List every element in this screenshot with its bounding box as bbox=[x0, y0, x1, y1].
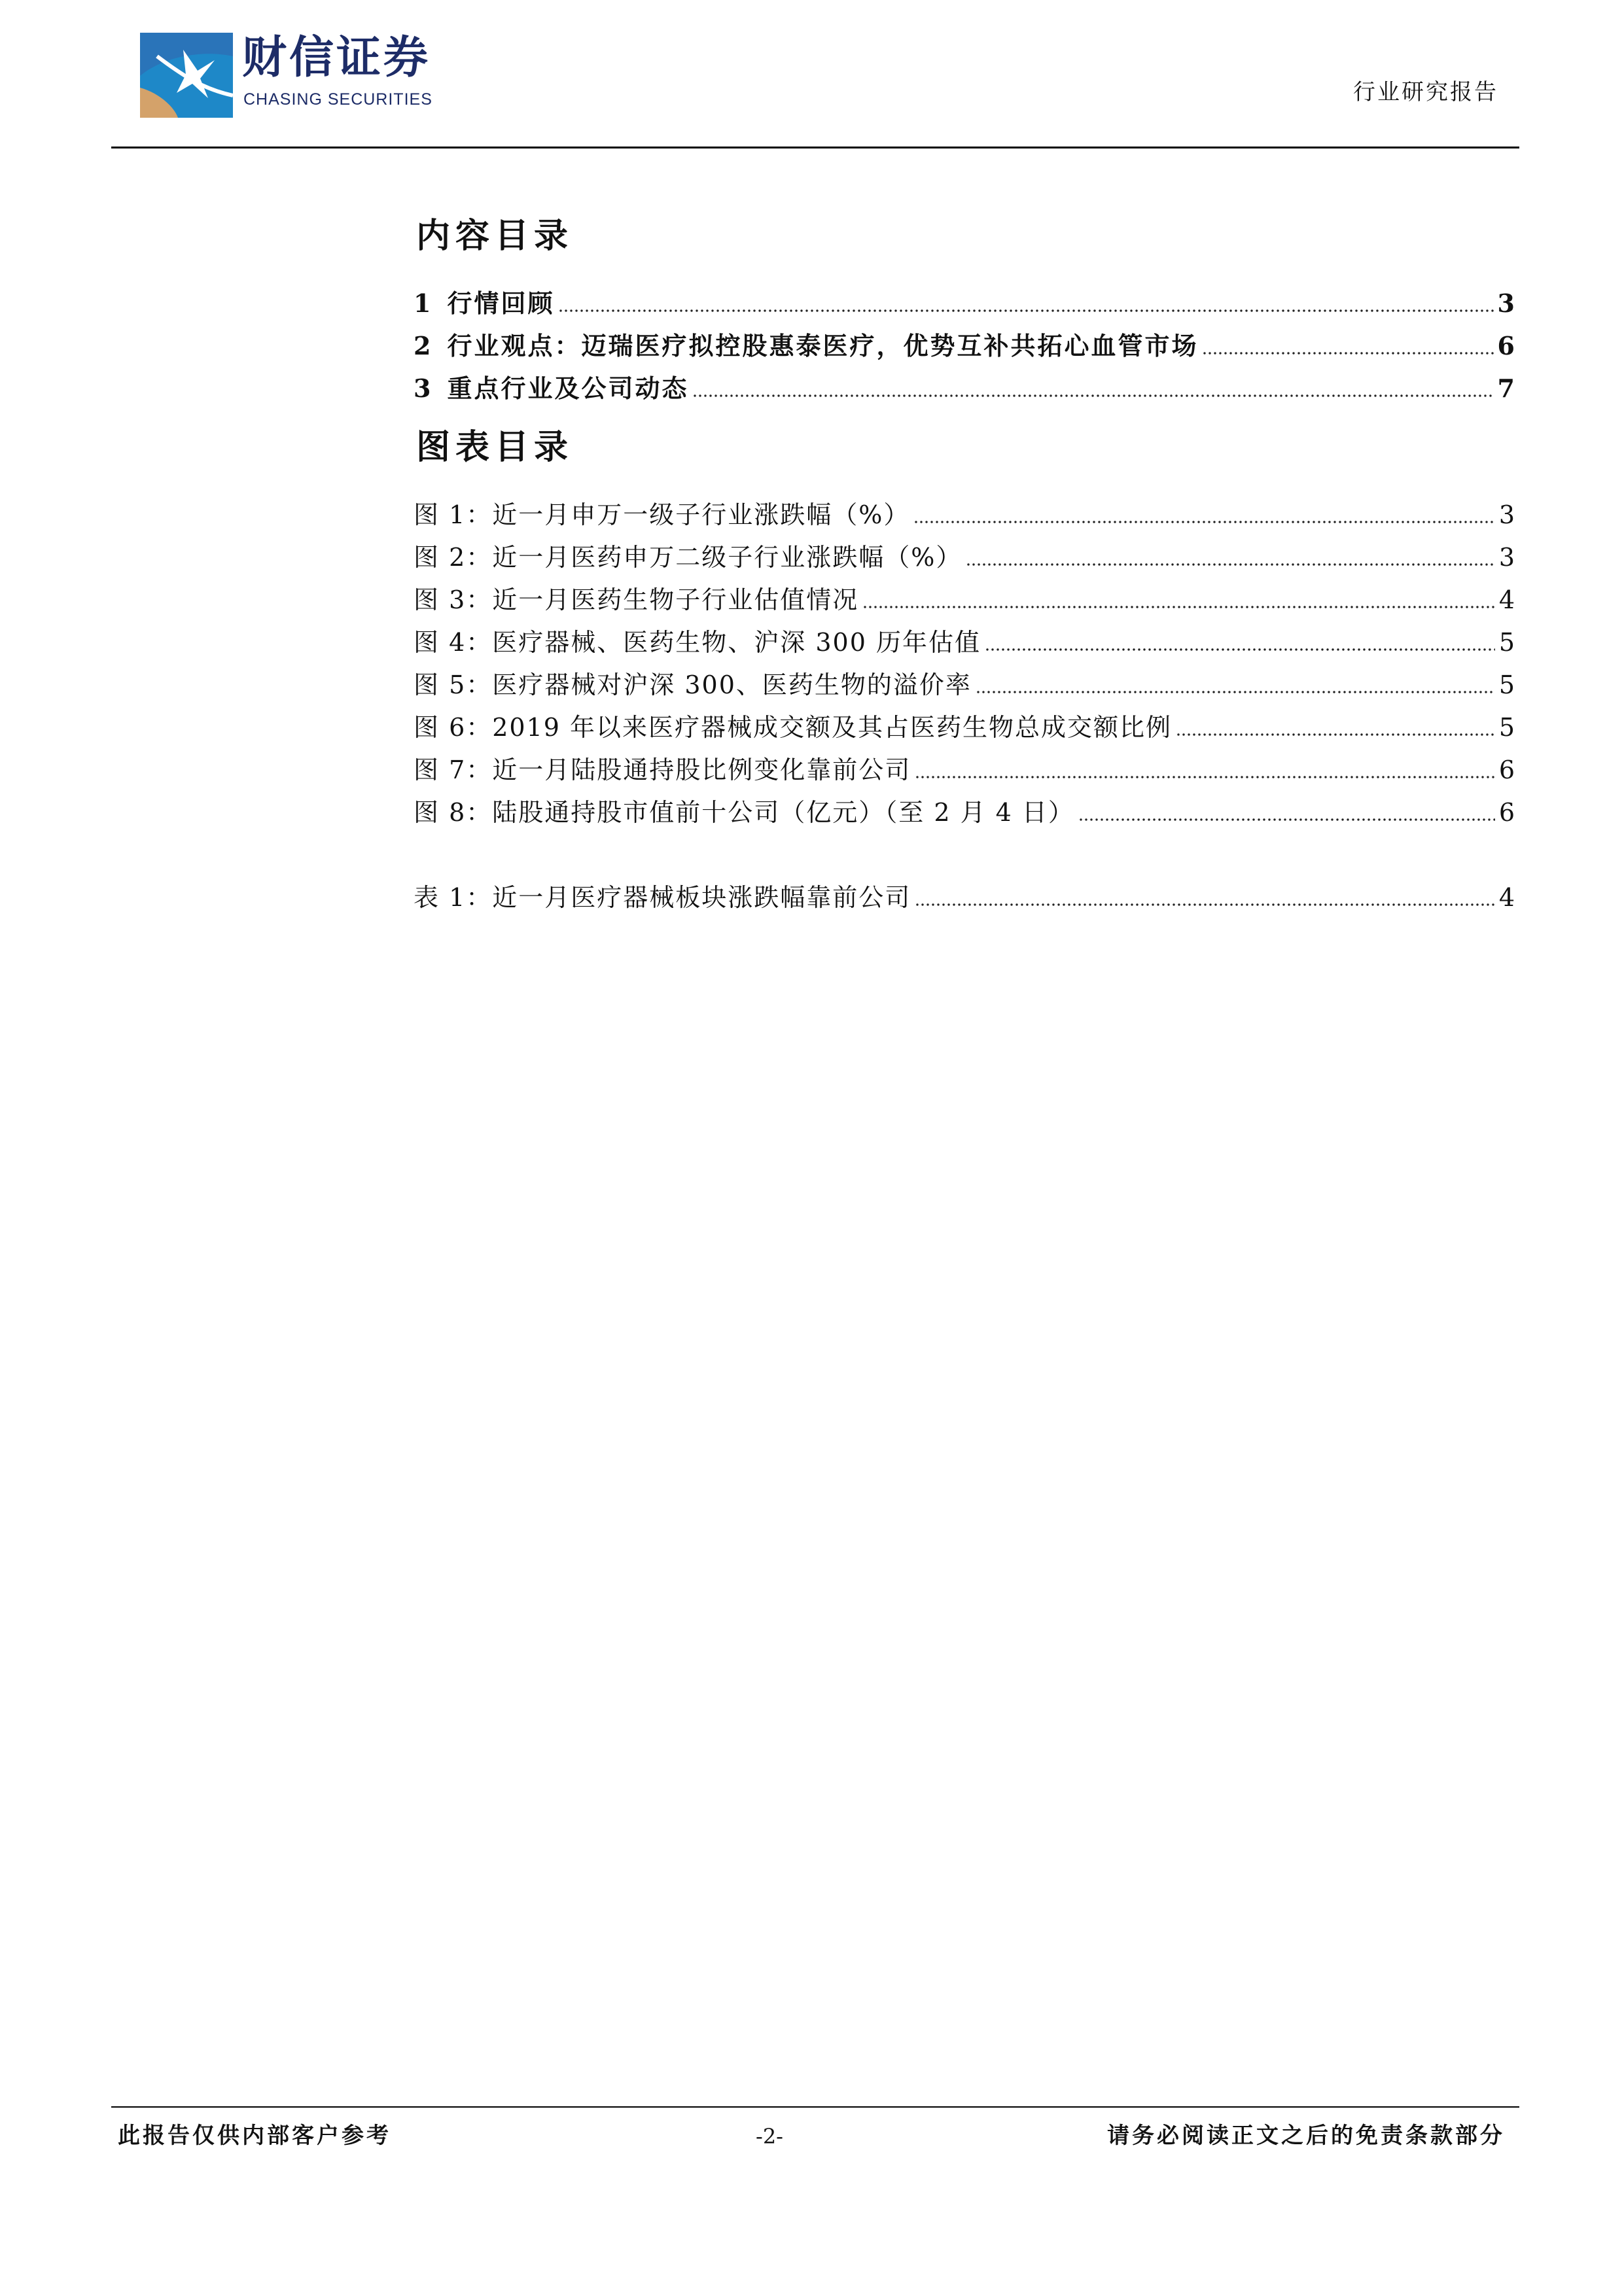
toc-title: 内容目录 bbox=[416, 216, 574, 256]
figure-item[interactable] bbox=[414, 715, 1515, 740]
table-item[interactable] bbox=[414, 885, 1515, 910]
toc-item-page: 3 bbox=[1497, 288, 1515, 318]
brand-name-en: CHASING SECURITIES bbox=[243, 90, 432, 109]
figure-item[interactable] bbox=[414, 757, 1515, 782]
figure-item-label: 图 3：近一月医药生物子行业估值情况 bbox=[414, 585, 859, 614]
figure-item-label: 图 7：近一月陆股通持股比例变化靠前公司 bbox=[414, 756, 911, 784]
figure-item-label: 图 2：近一月医药申万二级子行业涨跌幅（%） bbox=[414, 543, 962, 572]
toc-item-number: 1 bbox=[414, 288, 433, 318]
leader-dots bbox=[1078, 818, 1495, 821]
figure-item-label: 图 5：医疗器械对沪深 300、医药生物的溢价率 bbox=[414, 670, 972, 699]
leader-dots bbox=[1202, 352, 1493, 355]
header-divider bbox=[111, 147, 1519, 148]
leader-dots bbox=[985, 648, 1495, 651]
leader-dots bbox=[966, 563, 1494, 566]
page-number: -2- bbox=[756, 2124, 783, 2149]
figure-item-page: 5 bbox=[1498, 628, 1515, 657]
leader-dots bbox=[915, 903, 1495, 906]
figure-item-label: 图 6：2019 年以来医疗器械成交额及其占医药生物总成交额比例 bbox=[414, 713, 1173, 742]
toc-item-page: 6 bbox=[1497, 331, 1515, 360]
toc-item-number: 2 bbox=[414, 331, 433, 360]
figure-item-page: 5 bbox=[1498, 713, 1515, 742]
figure-item-page: 3 bbox=[1498, 500, 1515, 529]
figure-item[interactable] bbox=[414, 800, 1515, 825]
figure-item[interactable] bbox=[414, 545, 1515, 570]
footer-divider bbox=[111, 2106, 1519, 2108]
figure-item[interactable] bbox=[414, 672, 1515, 697]
leader-dots bbox=[976, 691, 1495, 693]
figure-item-label: 图 8：陆股通持股市值前十公司（亿元）（至 2 月 4 日） bbox=[414, 798, 1074, 827]
toc-item-number: 3 bbox=[414, 374, 433, 403]
figure-item-page: 5 bbox=[1498, 670, 1515, 699]
report-type-label: 行业研究报告 bbox=[1353, 79, 1498, 105]
table-item-label: 表 1：近一月医疗器械板块涨跌幅靠前公司 bbox=[414, 883, 911, 912]
toc-item[interactable] bbox=[414, 288, 1515, 318]
leader-dots bbox=[692, 394, 1493, 397]
footer-disclaimer-right: 请务必阅读正文之后的免责条款部分 bbox=[1107, 2123, 1505, 2149]
company-logo-icon bbox=[137, 30, 236, 120]
leader-dots bbox=[915, 776, 1495, 778]
leader-dots bbox=[558, 309, 1493, 312]
toc-item[interactable] bbox=[414, 376, 1515, 401]
leader-dots bbox=[1176, 733, 1495, 736]
figure-item-page: 6 bbox=[1498, 756, 1515, 784]
toc-item[interactable] bbox=[414, 331, 1515, 360]
leader-dots bbox=[862, 606, 1495, 608]
table-item-page: 4 bbox=[1498, 883, 1515, 912]
figure-item[interactable] bbox=[414, 502, 1515, 527]
toc-item-label: 行情回顾 bbox=[447, 288, 555, 318]
figure-item[interactable] bbox=[414, 630, 1515, 655]
brand-name-cn: 财信证券 bbox=[242, 32, 431, 84]
figure-item[interactable] bbox=[414, 587, 1515, 612]
figure-item-page: 6 bbox=[1498, 798, 1515, 827]
toc-item-label: 重点行业及公司动态 bbox=[447, 374, 689, 403]
footer-disclaimer-left: 此报告仅供内部客户参考 bbox=[118, 2123, 391, 2149]
figure-item-label: 图 4：医疗器械、医药生物、沪深 300 历年估值 bbox=[414, 628, 981, 657]
figure-item-page: 4 bbox=[1498, 585, 1515, 614]
figure-item-label: 图 1：近一月申万一级子行业涨跌幅（%） bbox=[414, 500, 910, 529]
leader-dots bbox=[913, 521, 1494, 523]
toc-item-page: 7 bbox=[1497, 374, 1515, 403]
toc-item-label: 行业观点：迈瑞医疗拟控股惠泰医疗，优势互补共拓心血管市场 bbox=[447, 331, 1199, 360]
figure-item-page: 3 bbox=[1498, 543, 1515, 572]
figures-toc-title: 图表目录 bbox=[416, 427, 574, 467]
